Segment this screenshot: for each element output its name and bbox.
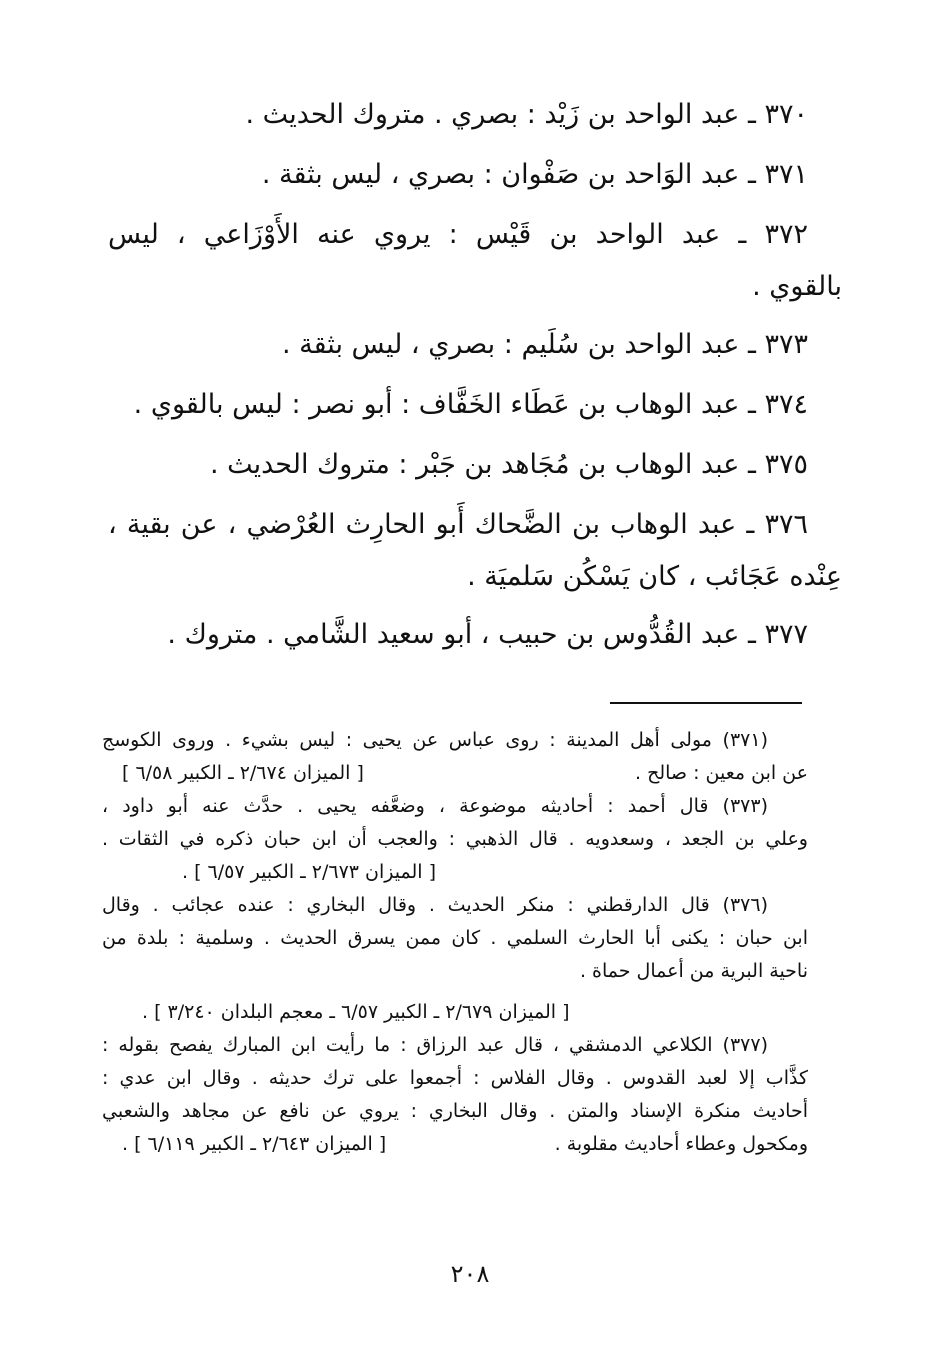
footnote-separator — [610, 702, 802, 704]
entry-text: ٣٧٤ ـ عبد الوهاب بن عَطَاء الخَفَّاف : أبو نصر : ليس بالقوي . — [133, 389, 808, 420]
footnote-line: (٣٧٣) قال أحمد : أحاديثه موضوعة ، وضعَّفه يحيى . حدَّث عنه أبو داود ، — [102, 795, 768, 817]
footnote-line: أحاديث منكرة الإسناد والمتن . وقال البخاري : يروي عن نافع عن مجاهد والشعبي — [102, 1100, 808, 1122]
entry-376 — [108, 498, 842, 602]
entries-list — [108, 88, 842, 668]
footnote-line — [102, 1128, 808, 1161]
entry-371 — [108, 148, 808, 202]
footnote-reference: [ الميزان ٢/٦٤٣ ـ الكبير ٦/١١٩ ] . — [122, 1133, 387, 1155]
entry-text: ٣٧٥ ـ عبد الوهاب بن مُجَاهد بن جَبْر : متروك الحديث . — [209, 449, 808, 480]
footnote-line: (٣٧٦) قال الدارقطني : منكر الحديث . وقال البخاري : عنده عجائب . وقال — [102, 894, 768, 916]
entry-377 — [108, 608, 808, 662]
footnote-377 — [102, 1029, 808, 1161]
entry-373 — [108, 318, 808, 372]
footnote-line: ابن حبان : يكنى أبا الحارث السلمي . كان ممن يسرق الحديث . وسلمية : بلدة من — [102, 927, 808, 949]
entry-text: ٣٧٠ ـ عبد الواحد بن زَيْد : بصري . متروك الحديث . — [245, 99, 808, 130]
footnote-line — [102, 757, 808, 790]
entry-text-line-2: بالقوي . — [752, 271, 842, 302]
footnote-373 — [102, 790, 808, 889]
entry-text: ٣٧٣ ـ عبد الواحد بن سُلَيم : بصري ، ليس بثقة . — [282, 329, 808, 360]
footnote-line: ناحية البرية من أعمال حماة . — [579, 960, 808, 982]
footnote-reference: [ الميزان ٢/٦٧٣ ـ الكبير ٦/٥٧ ] . — [182, 861, 436, 883]
entry-372 — [108, 208, 842, 312]
entry-text-line-1: ٣٧٦ ـ عبد الوهاب بن الضَّحاك أَبو الحارِث العُرْضي ، عن بقية ، — [108, 509, 808, 540]
footnote-text: ومكحول وعطاء أحاديث مقلوبة . — [554, 1133, 808, 1155]
footnote-reference: [ الميزان ٢/٦٧٤ ـ الكبير ٦/٥٨ ] — [122, 762, 364, 784]
footnote-reference: [ الميزان ٢/٦٧٩ ـ الكبير ٦/٥٧ ـ معجم البلدان ٣/٢٤٠ ] . — [142, 1001, 570, 1023]
entry-text: ٣٧٧ ـ عبد القُدُّوس بن حبيب ، أبو سعيد الشَّامي . متروك . — [167, 619, 808, 650]
entry-text: ٣٧١ ـ عبد الوَاحد بن صَفْوان : بصري ، ليس بثقة . — [261, 159, 808, 190]
page-number: ٢٠٨ — [450, 1260, 490, 1288]
entry-374 — [108, 378, 808, 432]
footnotes — [102, 724, 808, 1161]
footnote-line: وعلي بن الجعد ، وسعدويه . قال الذهبي : والعجب أن ابن حبان ذكره في الثقات . — [102, 828, 808, 850]
footnote-text: عن ابن معين : صالح . — [635, 762, 808, 784]
footnote-371 — [102, 724, 808, 790]
entry-370 — [108, 88, 808, 142]
footnote-376 — [102, 889, 808, 1029]
footnote-line: كذَّاب إلا لعبد القدوس . وقال الفلاس : أجمعوا على ترك حديثه . وقال ابن عدي : — [102, 1067, 808, 1089]
entry-375 — [108, 438, 808, 492]
footnote-line: (٣٧٧) الكلاعي الدمشقي ، قال عبد الرزاق : ما رأيت ابن المبارك يفصح بقوله : — [102, 1034, 768, 1056]
footnote-line: (٣٧١) مولى أهل المدينة : روى عباس عن يحيى : ليس بشيء . وروى الكوسج — [102, 729, 768, 751]
entry-text-line-2: عِنْده عَجَائب ، كان يَسْكُن سَلميَة . — [467, 561, 842, 592]
entry-text-line-1: ٣٧٢ ـ عبد الواحد بن قَيْس : يروي عنه الأَوْزَاعي ، ليس — [108, 219, 808, 250]
